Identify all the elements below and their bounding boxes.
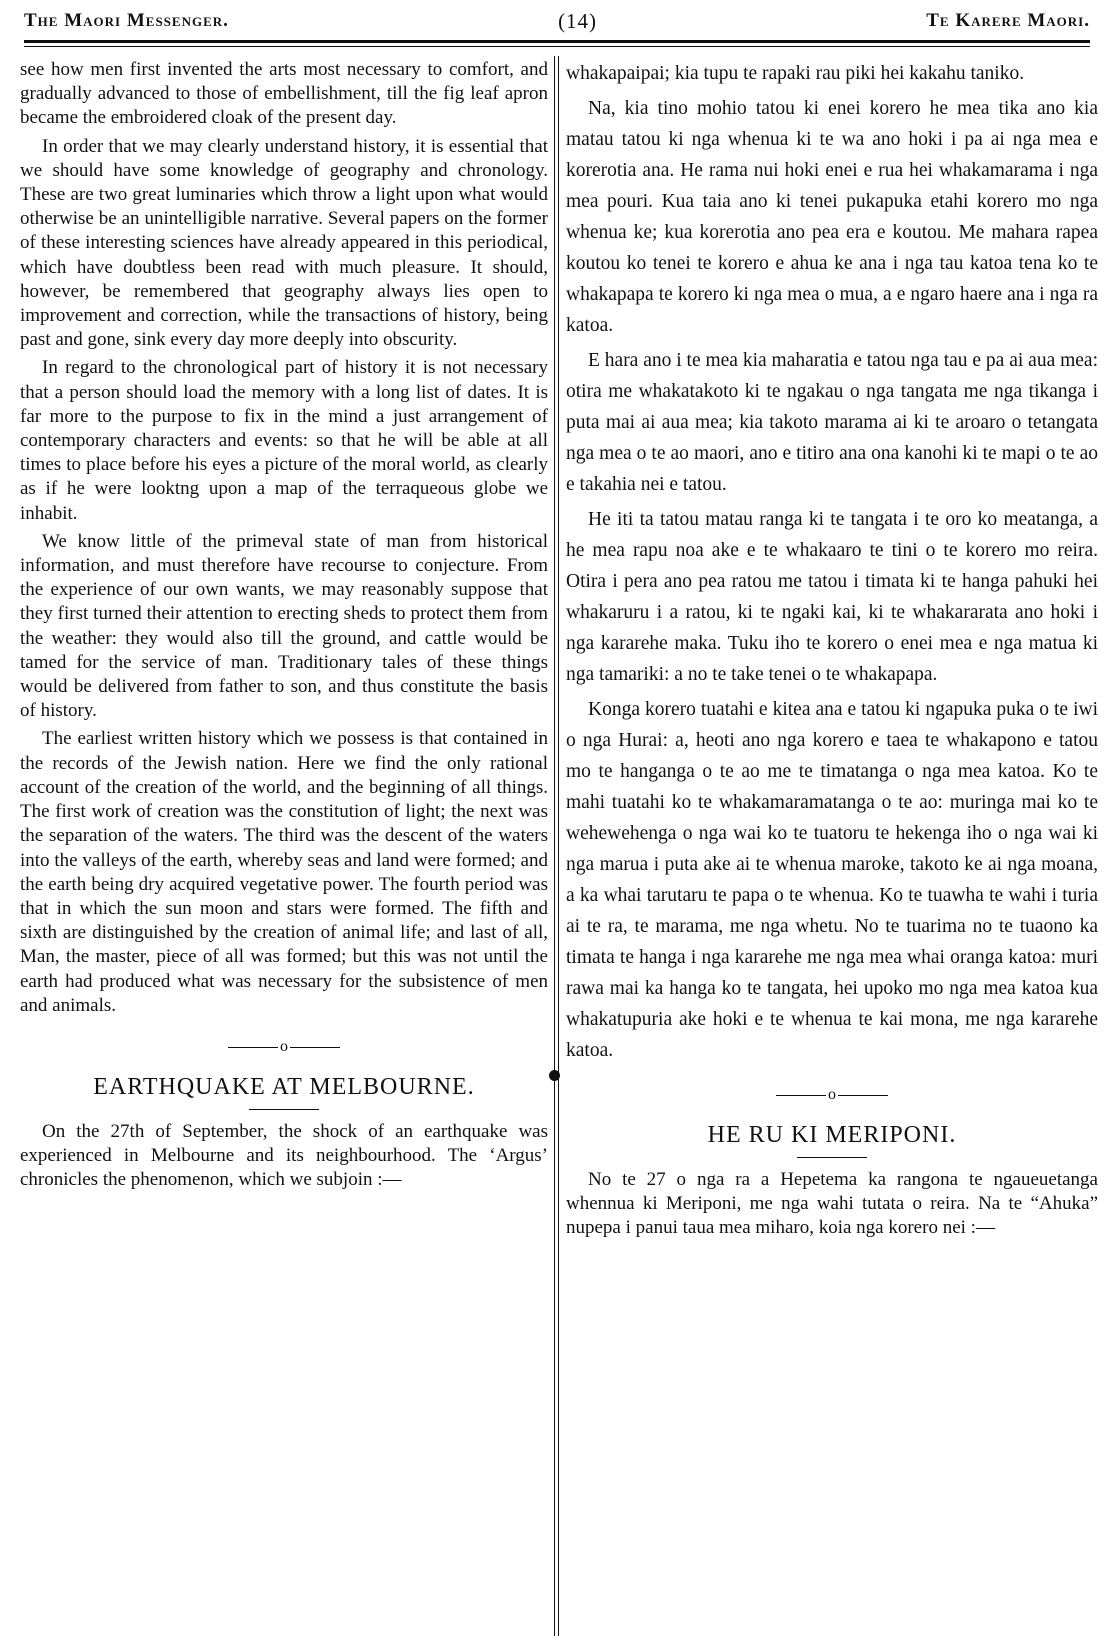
news-paragraph-english: On the 27th of September, the shock of an earthquake was experienced in Melbourne and its neighbourhood. The ‘Argus’ chronicles the phenomenon, which we subjoin :— bbox=[20, 1121, 548, 1191]
english-column bbox=[20, 58, 548, 1196]
heading-rule bbox=[249, 1109, 319, 1110]
news-paragraph-maori: No te 27 o nga ra a Hepetema ka rangona te ngaueuetanga whennua ki Meriponi, me nga wahi tutata o reira. Na te “Ahuka” nupepa i panui taua mea miharo, koia nga korero nei :— bbox=[566, 1169, 1098, 1239]
column-divider bbox=[554, 56, 559, 1636]
header-title-maori: Te Karere Maori. bbox=[926, 10, 1090, 31]
maori-paragraph-5: Konga korero tuatahi e kitea ana e tatou ki ngapuka puka o te iwi o nga Hurai: a, heoti ano nga korero e taea te whakapono e tatou mo te hanganga o te ao me te timatanga o nga mea katoa. Ko te mahi tuatahi ko te whakamaramatanga o te ao: muringa mai ko te wehewehenga o nga wai ko te tuatoru te hekenga iho o nga wai ki nga marua i puta ake ai te whenua maroke, takoto ke ai nga moana, a ka whai tarutaru te papa o te whenua. Ko te tuawha te wahi i turia ai te ra, te marama, me nga whetu. No te tuarima no te tuaono ka timata te hanga i nga kararehe me nga mea whai oranga katoa: muri rawa mai ka hanga ko te tangata, hei upoko mo nga mea katoa kua whakatupuria ake hoki e te whenua te kai mona, me nga kararehe katoa. bbox=[566, 699, 1098, 1061]
english-paragraph-1: see how men first invented the arts most necessary to comfort, and gradually advanced to those of embellishment, till the fig leaf apron became the embroidered cloak of the present day. bbox=[20, 59, 548, 129]
heading-rule bbox=[797, 1157, 867, 1158]
section-separator: o bbox=[566, 1086, 1098, 1104]
english-paragraph-4: We know little of the primeval state of man from historical information, and must therefore have recourse to conjecture. From the experience of our own wants, we may reasonably suppose that they first turned their attention to erecting sheds to protect them from the weather: they would also till the ground, and cattle would be tamed for the service of man. Traditionary tales of these things would be delivered from father to son, and thus constitute the basis of history. bbox=[20, 530, 548, 722]
column-divider-ornament bbox=[549, 1070, 560, 1081]
maori-paragraph-4: He iti ta tatou matau ranga ki te tangata i te oro ko meatanga, a he mea rapu noa ake e te whakaaro te tini o te korero mo reira. Otira i pera ano pea ratou me tatou i timata ki te hanga pahuki hei whakaruru i a ratou, ki te ngaki kai, ki te whakararata ano hoki i nga kararehe maka. Tuku iho te korero o enei mea e nga matua ki nga tamariki: a no te take tenei o te whakapapa. bbox=[566, 509, 1098, 685]
maori-paragraph-3: E hara ano i te mea kia maharatia e tatou nga tau e pa ai aua mea: otira me whakatakoto ki te ngakau o nga tangata me nga tikanga i puta mai ai aua mea; kia takoto marama ai ki te aroaro o tetangata nga mea o te ao maori, ano e titiro ana ona kanohi ki te mapi o te ao e takahia nei e tatou. bbox=[566, 350, 1098, 495]
english-paragraph-5: The earliest written history which we possess is that contained in the records of the Jewish nation. Here we find the only rational account of the creation of the world, and the beginning of all things. The first work of creation was the constitution of light; the next was the separation of the waters. The third was the descent of the waters into the valleys of the earth, whereby seas and land were formed; and the earth being dry acquired vegetative power. The fourth period was that in which the sun moon and stars were formed. The fifth and sixth are distinguished by the creation of animal life; and last of all, Man, the master, piece of all was formed; but this was not until the earth had produced what was necessary for the subsistence of men and animals. bbox=[20, 728, 548, 1016]
news-heading-english: EARTHQUAKE AT MELBOURNE. bbox=[93, 1074, 475, 1101]
english-paragraph-3: In regard to the chronological part of history it is not necessary that a person should load the memory with a long list of dates. It is far more to the purpose to fix in the mind a just arrangement of contemporary characters and events: so that he will be able at all times to place before his eyes a picture of the moral world, as clearly as if he were looktng upon a map of the terraqueous globe we inhabit. bbox=[20, 357, 548, 524]
news-heading-maori: HE RU KI MERIPONI. bbox=[707, 1122, 957, 1149]
maori-column bbox=[566, 58, 1098, 1244]
english-paragraph-2: In order that we may clearly understand history, it is essential that we should have some knowledge of geography and chronology. These are two great luminaries which throw a light upon what would otherwise be an unintelligible narrative. Several papers on the former of these interesting sciences have already appeared in this periodical, which have doubtless been read with much pleasure. It should, however, be remembered that geography always lies open to improvement and correction, while the transactions of history, being past and gone, sink every day more deeply into obscurity. bbox=[20, 135, 548, 351]
header-title-english: The Maori Messenger. bbox=[24, 10, 229, 31]
page-number: (14) bbox=[558, 8, 598, 33]
maori-paragraph-2: Na, kia tino mohio tatou ki enei korero he mea tika ano kia matau tatou ki nga whenua ki te wa ano hoki i pa ai nga mea e korerotia ana. He rama nui hoki enei e rua hei whakamarama i nga mea pouri. Kua taia ano ki tenei pukapuka etahi korero mo nga whenua ke; kua korerotia ano pea era e koutou. Me mahara rapea koutou ko tenei te korero e ahua ke ana i nga tau katoa tena ko te whakapapa te korero ki nga mea o mua, a e ngaro haere ana i nga ra katoa. bbox=[566, 98, 1098, 336]
section-separator: o bbox=[20, 1038, 548, 1056]
header-rule-thin bbox=[24, 46, 1090, 47]
header-rule-thick bbox=[24, 40, 1090, 43]
running-head bbox=[24, 6, 1090, 36]
maori-paragraph-1: whakapaipai; kia tupu te rapaki rau piki hei kakahu taniko. bbox=[566, 63, 1025, 84]
